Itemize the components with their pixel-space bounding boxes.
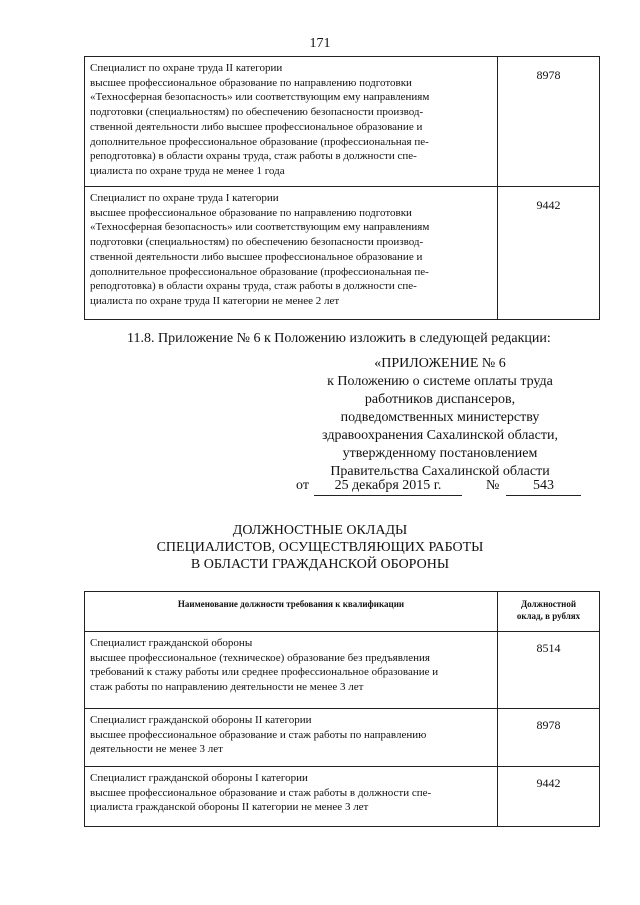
- position-requirements-cell: [85, 632, 498, 709]
- page-number: 171: [309, 36, 331, 51]
- salary-table-occupational-safety: [84, 56, 600, 320]
- resolution-number: 543: [506, 478, 581, 496]
- position-requirements-cell: [85, 709, 498, 767]
- table-row: [85, 632, 600, 709]
- salary-amount: 8978: [498, 709, 600, 767]
- position-requirements-cell: [85, 187, 498, 320]
- salary-table-civil-defense: [84, 591, 600, 827]
- salary-amount: 8978: [498, 57, 600, 187]
- appendix-line: утвержденному постановлением: [342, 446, 538, 461]
- appendix-line: работников диспансеров,: [364, 392, 516, 407]
- text-line: деятельности не менее 3 лет: [90, 743, 223, 756]
- text-line: реподготовка) в области охраны труда, стаж работы в должности спе-: [90, 150, 417, 163]
- salary-amount: 9442: [498, 767, 600, 827]
- text-line: циалиста по охране труда II категории не менее 2 лет: [90, 294, 340, 307]
- table-row: [85, 709, 600, 767]
- document-heading: [0, 522, 640, 573]
- appendix-line: «ПРИЛОЖЕНИЕ № 6: [374, 356, 506, 371]
- text-line: ственной деятельности либо высшее профессиональное образование и: [90, 120, 423, 133]
- text-line: ственной деятельности либо высшее профессиональное образование и: [90, 250, 423, 263]
- text-line: высшее профессиональное образование и стаж работы в должности спе-: [90, 786, 432, 799]
- salary-amount: 8514: [498, 632, 600, 709]
- resolution-date: 25 декабря 2015 г.: [314, 478, 462, 496]
- text-line: требований к стажу работы или среднее профессиональное образование и: [90, 666, 439, 679]
- text-line: подготовки (специальностям) по обеспечению безопасности производ-: [90, 106, 424, 119]
- appendix-line: здравоохранения Сахалинской области,: [322, 428, 558, 443]
- text-line: стаж работы по направлению деятельности не менее 3 лет: [90, 681, 364, 694]
- text-line: реподготовка) в области охраны труда, стаж работы в должности спе-: [90, 280, 417, 293]
- text-line: циалиста гражданской обороны II категории не менее 3 лет: [90, 801, 369, 814]
- text-line: Специалист гражданской обороны: [90, 637, 253, 649]
- appendix-header: [280, 355, 600, 481]
- appendix-line: подведомственных министерству: [340, 410, 540, 425]
- position-requirements-cell: [85, 767, 498, 827]
- text-line: высшее профессиональное (техническое) образование без предъявления: [90, 651, 430, 664]
- amendment-paragraph: 11.8. Приложение № 6 к Положению изложить в следующей редакции:: [127, 331, 551, 346]
- column-header-position: Наименование должности требования к квалификации: [85, 592, 498, 632]
- appendix-line: к Положению о системе оплаты труда: [327, 374, 553, 389]
- text-line: циалиста по охране труда не менее 1 года: [90, 164, 285, 177]
- column-header-salary: [498, 592, 600, 632]
- text-line: дополнительное профессиональное образование (профессиональная пе-: [90, 265, 429, 278]
- table-row: [85, 57, 600, 187]
- position-requirements-cell: [85, 57, 498, 187]
- appendix-line: Правительства Сахалинской области: [330, 464, 550, 479]
- text-line: «Техносферная безопасность» или соответствующим ему направлениям: [90, 91, 430, 104]
- text-line: высшее профессиональное образование по направлению подготовки: [90, 206, 412, 219]
- heading-line: ДОЛЖНОСТНЫЕ ОКЛАДЫ: [232, 523, 408, 538]
- text-line: подготовки (специальностям) по обеспечению безопасности производ-: [90, 236, 424, 249]
- text-line: «Техносферная безопасность» или соответствующим ему направлениям: [90, 221, 430, 234]
- heading-line: В ОБЛАСТИ ГРАЖДАНСКОЙ ОБОРОНЫ: [190, 557, 450, 572]
- number-label: №: [486, 478, 500, 493]
- column-header-salary-line: оклад, в рублях: [516, 611, 581, 621]
- salary-amount: 9442: [498, 187, 600, 320]
- table-row: [85, 767, 600, 827]
- text-line: Специалист по охране труда I категории: [90, 192, 279, 204]
- column-header-salary-line: Должностной: [520, 599, 577, 609]
- text-line: высшее профессиональное образование и стаж работы по направлению: [90, 728, 427, 741]
- heading-line: СПЕЦИАЛИСТОВ, ОСУЩЕСТВЛЯЮЩИХ РАБОТЫ: [156, 540, 484, 555]
- resolution-date-number: [296, 478, 596, 498]
- text-line: Специалист по охране труда II категории: [90, 62, 283, 74]
- table-row: [85, 187, 600, 320]
- text-line: дополнительное профессиональное образование (профессиональная пе-: [90, 135, 429, 148]
- text-line: высшее профессиональное образование по направлению подготовки: [90, 76, 412, 89]
- text-line: Специалист гражданской обороны II категории: [90, 714, 312, 726]
- table-header-row: [85, 592, 600, 632]
- from-label: от: [296, 478, 309, 493]
- text-line: Специалист гражданской обороны I категории: [90, 772, 308, 784]
